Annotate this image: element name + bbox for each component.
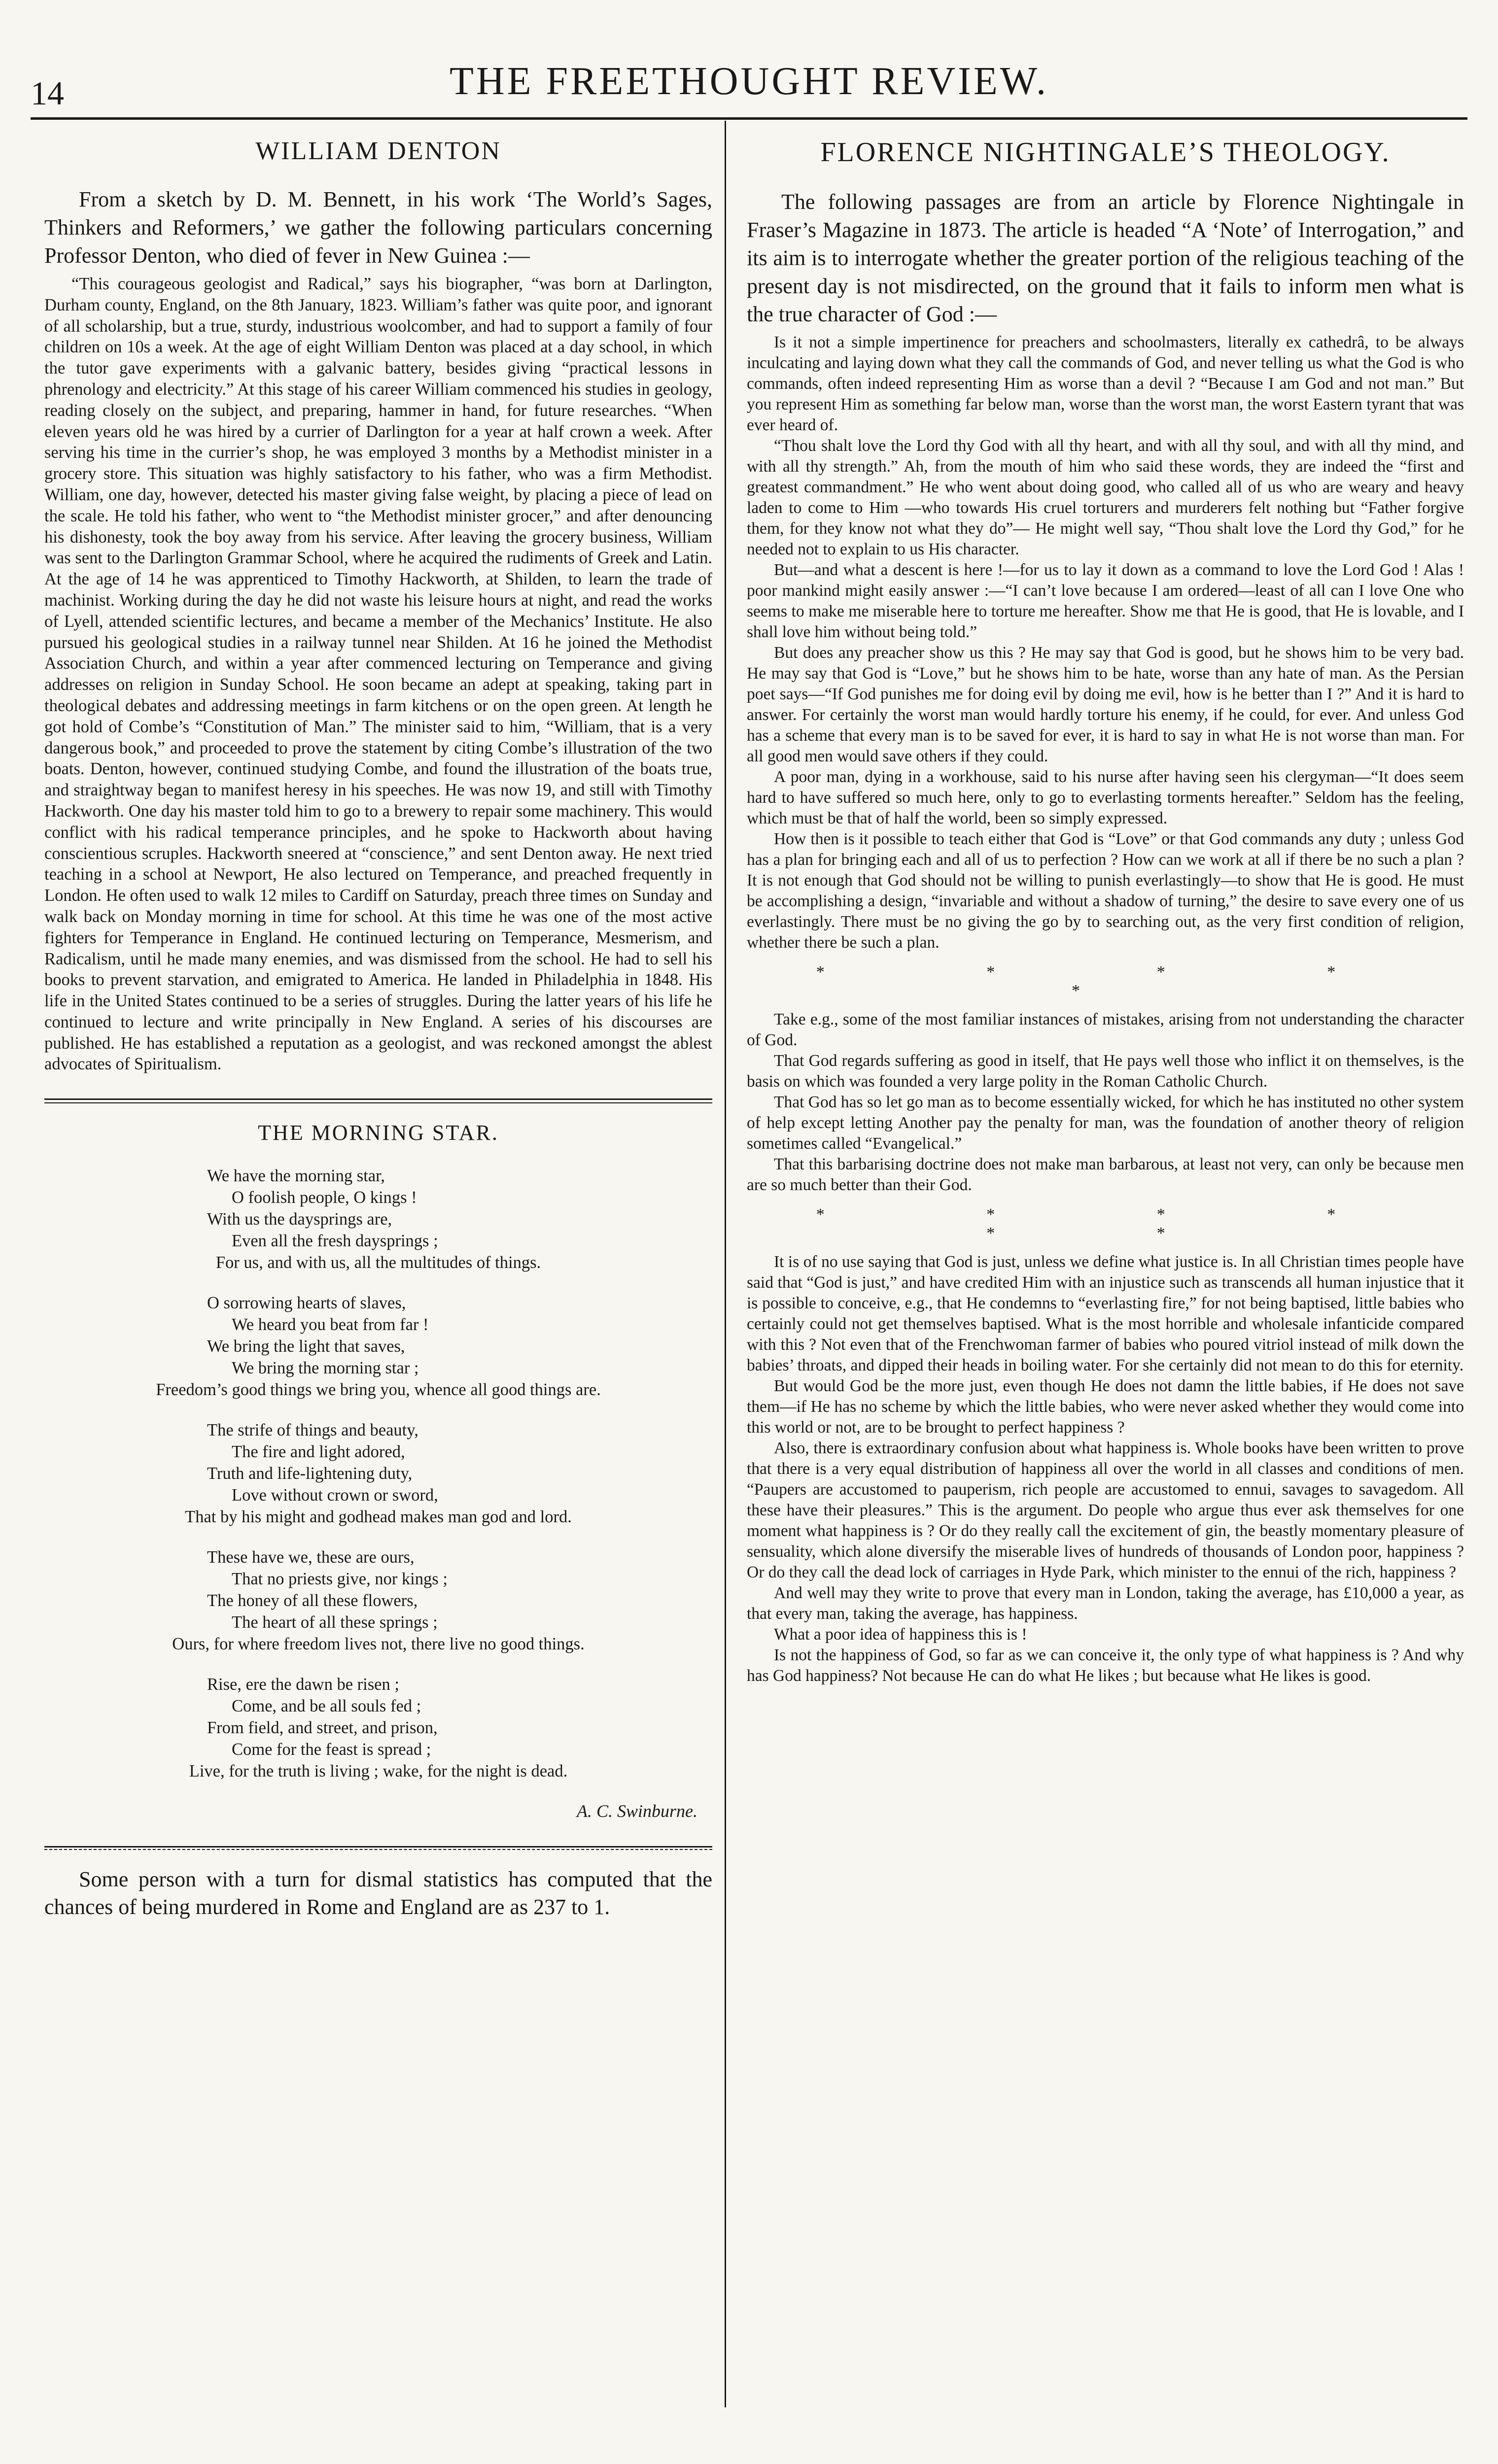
section-stars: * * * * * — [816, 963, 1415, 1000]
poem-line: Live, for the truth is living ; wake, for the night is dead. — [189, 1762, 568, 1781]
poem-line: Even all the fresh daysprings ; — [232, 1232, 438, 1251]
nightingale-paragraph: “Thou shalt love the Lord thy God with all thy heart, and with all thy soul, and with all thy mind, and with all thy strength.” Ah, from the mouth of him who said these words, they are indeed the “first and greatest commandment.” He who went about doing good, who called all of us who are weary and heavy laden to come to Him —who towards His cruel torturers and murderers felt nothing but “Father forgive them, for they know not what they do”— He might well say, “Thou shalt love the Lord thy God,” for he needed not to explain to us His character. — [747, 437, 1464, 558]
denton-intro: From a sketch by D. M. Bennett, in his work ‘The World’s Sages, Thinkers and Reformers,’ we gather the following particulars concerning Professor Denton, who died of fever in New Guinea :— — [44, 187, 712, 268]
nightingale-paragraph: That God regards suffering as good in itself, that He pays well those who inflict it on themselves, is the basis on which was founded a very large polity in the Roman Catholic Church. — [747, 1052, 1464, 1091]
poem-line: We bring the light that saves, — [207, 1337, 405, 1356]
nightingale-paragraph: Is not the happiness of God, so far as we can conceive it, the only type of what happiness is ? And why has God happiness? Not because He can do what He likes ; but because what He likes is good. — [747, 1646, 1464, 1685]
right-column — [747, 126, 1464, 1686]
poem-stanza-1 — [44, 1165, 712, 1273]
nightingale-paragraph: How then is it possible to teach either that God is “Love” or that God commands any duty ; unless God has a plan for bringing each and all of us to perfection ? How can we work at all if there be no such a plan ? It is not enough that God should not be willing to punish everlastingly—to show that He is good. He must be accomplishing a design, “invariable and without a shadow of turning,” the desire to save every one of us everlastingly. There must be no giving the go by to searching out, as the very first condition of religion, whether there be such a plan. — [747, 830, 1464, 952]
poem-line: Ours, for where freedom lives not, there live no good things. — [172, 1635, 585, 1654]
denton-article-title: WILLIAM DENTON — [255, 137, 501, 165]
section-divider — [44, 1846, 712, 1850]
nightingale-paragraph: That this barbarising doctrine does not make man barbarous, at least not very, can only be because men are so much better than their God. — [747, 1155, 1464, 1194]
column-divider — [725, 121, 726, 2407]
header-rule — [31, 117, 1467, 120]
nightingale-paragraph: And well may they write to prove that every man in London, taking the average, has £10,000 a year, as that every man, taking the average, has happiness. — [747, 1584, 1464, 1623]
page-number: 14 — [31, 74, 64, 112]
poem-line: O sorrowing hearts of slaves, — [207, 1294, 406, 1313]
denton-body: “This courageous geologist and Radical,” says his biographer, “was born at Darlington, Durham county, England, on the 8th January, 1823. William’s father was quite poor, and ignorant of all scholarship, but a true, sturdy, industrious woolcomber, and had to support a family of four children on 10s a week. At the age of eight William Denton was placed at a day school, in which the tutor gave experiments with a galvanic battery, besides giving “practical lessons in phrenology and electricity.” At this stage of his career William commenced his studies in geology, reading closely on the subject, and preparing, hammer in hand, for future researches. “When eleven years old he was hired by a currier of Darlington for a year at half crown a week. After serving his time in the currier’s shop, he was employed 3 months by a Methodist minister in a grocery store. This situation was highly satisfactory to his father, who was a firm Methodist. William, one day, however, detected his master giving false weight, by placing a piece of lead on the scale. He told his father, who went to “the Methodist minister grocer,” and after denouncing his dishonesty, took the boy away from his service. After leaving the grocery business, William was sent to the Darlington Grammar School, where he acquired the rudiments of Greek and Latin. At the age of 14 he was apprenticed to Timothy Hackworth, at Shilden, to learn the trade of machinist. Working during the day he did not waste his leisure hours at night, and read the works of Lyell, attended scientific lectures, and became a member of the Mechanics’ Institute. He also pursued his geological studies in a railway tunnel near Shilden. At 16 he joined the Methodist Association Church, and within a year after commenced lecturing on Temperance and giving addresses on religion in Sunday School. He soon became an adept at speaking, taking part in theological debates and addressing meetings in farm kitchens or on the open green. At length he got hold of Combe’s “Constitution of Man.” The minister said to him, “William, that is a very dangerous book,” and proceeded to prove the statement by citing Combe’s illustration of the two boats. Denton, however, continued studying Combe, and found the illustration of the boats true, and straightway began to manifest heresy in his speeches. He was now 19, and still with Timothy Hackworth. One day his master told him to go to a brewery to repair some machinery. This would conflict with his radical temperance principles, and he spoke to Hackworth about having conscientious scruples. Hackworth sneered at “conscience,” and sent Denton away. He next tried teaching in a school at Newport, He also lectured on Temperance, and preached frequently in London. He often used to walk 12 miles to Cardiff on Saturday, preach three times on Sunday and walk back on Monday morning in time for school. At this time he was one of the most active fighters for Temperance in England. He continued lecturing on Temperance, Mesmerism, and Radicalism, until he made many enemies, and was dismissed from the school. He had to sell his books to prevent starvation, and emigrated to America. He landed in Philadelphia in 1848. His life in the United States continued to be a series of struggles. During the latter years of his life he continued to lecture and write principally in New England. A series of his discourses are published. He has established a reputation as a geologist, and was reckoned amongst the ablest advocates of Spiritualism. — [44, 274, 712, 1074]
nightingale-paragraph: What a poor idea of happiness this is ! — [774, 1625, 1027, 1643]
journal-title: THE FREETHOUGHT REVIEW. — [450, 60, 1048, 103]
poem — [44, 1165, 712, 1782]
poem-line: Come, and be all souls fed ; — [232, 1697, 421, 1716]
poem-line: Truth and life-lightening duty, — [207, 1464, 413, 1483]
section-divider — [44, 1098, 712, 1103]
poem-line: Freedom’s good things we bring you, whence all good things are. — [156, 1380, 601, 1400]
poem-line: Come for the feast is spread ; — [232, 1740, 431, 1759]
nightingale-paragraph: But does any preacher show us this ? He may say that God is good, but he shows him to be very bad. He may say that God is “Love,” but he shows him to be hate, worse than any hate of man. As the Persian poet says—“If God punishes me for doing evil by doing me evil, how is he better than I ?” And it is hard to answer. For certainly the worst man would hardly torture his enemy, if he could, for ever. And unless God has a scheme that every man is to be saved for ever, it is hard to say in what He is not worse than man. For all good men would save others if they could. — [747, 644, 1464, 765]
nightingale-paragraph: But—and what a descent is here !—for us to lay it down as a command to love the Lord God ! Alas ! poor mankind might easily answer :—“I can’t love because I am ordered—least of all can I love One who seems to make me miserable here to torture me hereafter. Show me that He is good, that He is lovable, and I shall love him without being told.” — [747, 561, 1464, 641]
poem-line: For us, and with us, all the multitudes of things. — [215, 1253, 541, 1272]
poem-line: These have we, these are ours, — [207, 1548, 415, 1567]
poem-line: We heard you beat from far ! — [232, 1315, 429, 1335]
nightingale-paragraph: Take e.g., some of the most familiar instances of mistakes, arising from not understanding the character of God. — [747, 1010, 1464, 1049]
nightingale-paragraph: Is it not a simple impertinence for preachers and schoolmasters, literally ex cathedrâ, to be always inculcating and laying down what they call the commands of God, and never telling us what the God is who commands, often indeed representing Him as worse than a devil ? “Because I am God and not man.” But you represent Him as something far below man, worse than the worst man, the worst Eastern tyrant that was ever heard of. — [747, 333, 1464, 434]
poem-stanza-3 — [44, 1419, 712, 1528]
poem-line: From field, and street, and prison, — [207, 1718, 438, 1738]
nightingale-article-title: FLORENCE NIGHTINGALE’S THEOLOGY. — [820, 137, 1391, 168]
poem-line: The strife of things and beauty, — [207, 1421, 418, 1440]
statistics-paragraph: Some person with a turn for dismal statistics has computed that the chances of being murdered in Rome and England are as 237 to 1. — [44, 1867, 712, 1919]
poem-line: Rise, ere the dawn be risen ; — [207, 1675, 399, 1694]
nightingale-paragraph: Also, there is extraordinary confusion about what happiness is. Whole books have been written to prove that there is a very equal distribution of happiness all over the world in all classes and conditions of men. “Paupers are accustomed to pauperism, rich people are accustomed to ennui, savages to savagedom. All these have their pleasures.” This is the argument. Do people who argue thus ever ask themselves for one moment what happiness is ? Or do they really call the excitement of gin, the beastly momentary pleasure of sensuality, which alone diversify the miserable lives of hundreds of thousands of London poor, happiness ? Or do they call the dead lock of carriages in Hyde Park, which minister to the ennui of the rich, happiness ? — [747, 1439, 1464, 1581]
poem-stanza-4 — [44, 1546, 712, 1655]
poem-line: O foolish people, O kings ! — [232, 1188, 417, 1207]
nightingale-paragraph: It is of no use saying that God is just, unless we define what justice is. In all Christian times people have said that “God is just,” and have credited Him with an injustice such as transcends all human injustice that it is possible to conceive, e.g., that He condemns to “everlasting fire,” for not being baptised, little babies who certainly could not get themselves baptised. What is the most horrible and wholesale infanticide compared with this ? Not even that of the Frenchwoman farmer of babies who poured vitriol instead of milk down the babies’ throats, and dipped their heads in boiling water. For she certainly did not mean to do this for eternity. — [747, 1253, 1464, 1374]
nightingale-paragraph: That God has so let go man as to become essentially wicked, for which he has instituted no other system of help except letting Another pay the penalty for man, was the foundation of another theory of religion sometimes called “Evangelical.” — [747, 1093, 1464, 1153]
nightingale-intro: The following passages are from an article by Florence Nightingale in Fraser’s Magazine in 1873. The article is headed “A ‘Note’ of Interrogation,” and its aim is to interrogate whether the greater portion of the religious teaching of the present day is not misdirected, on the ground that it fails to inform men what is the true character of God :— — [747, 190, 1464, 326]
poem-stanza-5 — [44, 1674, 712, 1782]
nightingale-paragraph: But would God be the more just, even though He does not damn the little babies, if He does not save them—if He has no scheme by which the little babies, who were never asked whether they would come into this world or not, are to be brought to perfect happiness ? — [747, 1377, 1464, 1437]
poem-line: We have the morning star, — [207, 1166, 385, 1186]
poem-line: That by his might and godhead makes man god and lord. — [185, 1507, 572, 1527]
poem-line: The fire and light adored, — [232, 1442, 405, 1462]
poem-line: With us the daysprings are, — [207, 1210, 392, 1229]
poem-line: Love without crown or sword, — [232, 1486, 438, 1505]
poem-author: A. C. Swinburne. — [576, 1801, 697, 1821]
left-column — [44, 126, 712, 1921]
poem-line: We bring the morning star ; — [232, 1359, 419, 1378]
poem-line: The honey of all these flowers, — [207, 1591, 418, 1610]
section-stars: * * * * * * — [816, 1205, 1415, 1242]
poem-title: THE MORNING STAR. — [258, 1121, 499, 1145]
poem-line: That no priests give, nor kings ; — [232, 1570, 448, 1589]
poem-stanza-2 — [44, 1292, 712, 1401]
poem-line: The heart of all these springs ; — [232, 1613, 438, 1632]
nightingale-paragraph: A poor man, dying in a workhouse, said to his nurse after having seen his clergyman—“It does seem hard to have suffered so much here, only to go to everlasting torments hereafter.” Seldom has the feeling, which must be that of half the world, been so simply expressed. — [747, 768, 1464, 827]
